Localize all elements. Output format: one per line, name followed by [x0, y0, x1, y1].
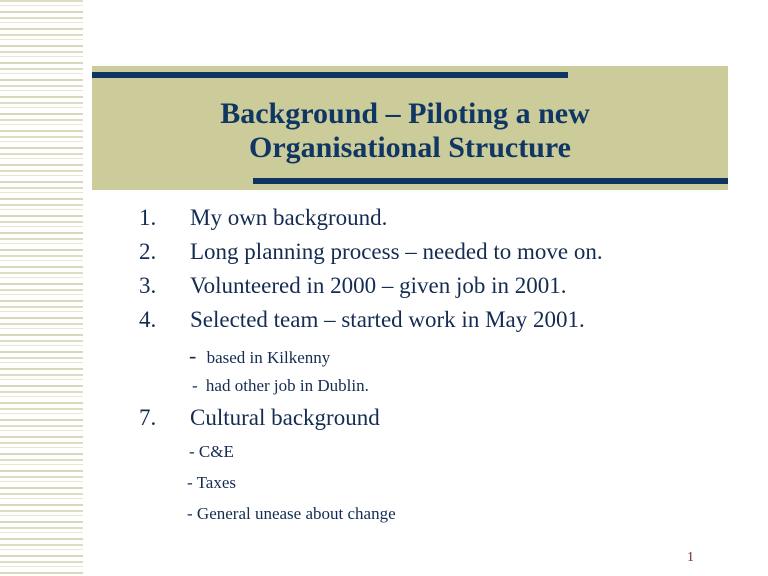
list-item-number: 3. [139, 273, 157, 298]
sub-item-text: based in Kilkenny [206, 348, 331, 367]
list-item-text: Cultural background [190, 405, 380, 430]
slide-title-line-2: Organisational Structure [249, 131, 571, 164]
list-item-text: Long planning process – needed to move on. [190, 239, 603, 264]
list-item-number: 7. [139, 405, 157, 430]
sub-item-text: had other job in Dublin. [205, 376, 369, 395]
sub-item: - C&E [189, 442, 234, 461]
list-item-number: 1. [139, 205, 157, 230]
list-item-number: 2. [139, 239, 157, 264]
sub-item [192, 376, 369, 396]
list-item-text: My own background. [190, 205, 388, 230]
list-item-text: Selected team – started work in May 2001. [190, 307, 585, 332]
page-number: 1 [687, 550, 694, 565]
sub-item-dash: - [189, 343, 197, 368]
list-item-text: Volunteered in 2000 – given job in 2001. [190, 273, 567, 298]
list-item-number: 4. [139, 307, 157, 332]
slide-title-line-1: Background – Piloting a new [220, 97, 590, 130]
sub-item: - Taxes [187, 473, 237, 492]
sub-item [189, 343, 331, 368]
sub-item: - General unease about change [187, 504, 396, 523]
sub-item-dash: - [192, 376, 198, 395]
